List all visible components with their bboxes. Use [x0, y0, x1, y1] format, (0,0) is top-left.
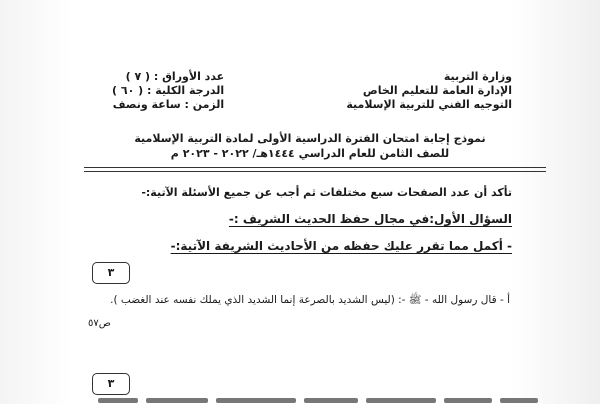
ministry-name: وزارة التربية — [443, 70, 512, 83]
title-divider-thick — [84, 167, 546, 168]
exam-info-header — [112, 70, 224, 112]
department-name: الإدارة العامة للتعليم الخاص — [362, 84, 512, 97]
total-score: الدرجة الكلية : ( ٦٠ ) — [112, 84, 225, 97]
exam-duration: الزمن : ساعة ونصف — [112, 98, 225, 111]
exam-title-line2: للصف الثامن للعام الدراسي ١٤٤٤هـ/ ٢٠٢٢ - ٢٠٢٣ م — [170, 147, 450, 160]
score-box-a: ٣ — [92, 262, 130, 284]
ministry-header — [346, 70, 512, 112]
exam-instruction: تأكد أن عدد الصفحات سبع مختلفات ثم أجب عن جميع الأسئلة الآتية:- — [141, 186, 512, 199]
supervision-name: التوجيه الفني للتربية الإسلامية — [346, 98, 512, 111]
hadith-item-a: أ - قال رسول الله - ﷺ -: (ليس الشديد بالصرعة إنما الشديد الذي يملك نفسه عند الغضب ). — [110, 294, 510, 306]
exam-title — [80, 131, 540, 161]
exam-title-line1: نموذج إجابة امتحان الفترة الدراسية الأولى لمادة التربية الإسلامية — [134, 132, 486, 145]
title-divider-thin — [84, 171, 546, 172]
cropped-text-line — [98, 396, 538, 404]
score-box-b: ٣ — [92, 373, 130, 395]
pages-count: عدد الأوراق : ( ٧ ) — [125, 70, 225, 83]
question1-subheading: - أكمل مما تقرر عليك حفظه من الأحاديث الشريفة الآتية:- — [170, 239, 512, 253]
page-reference: ص٥٧ — [88, 318, 111, 329]
question1-heading: السؤال الأول:في مجال حفظ الحديث الشريف :- — [228, 212, 512, 226]
